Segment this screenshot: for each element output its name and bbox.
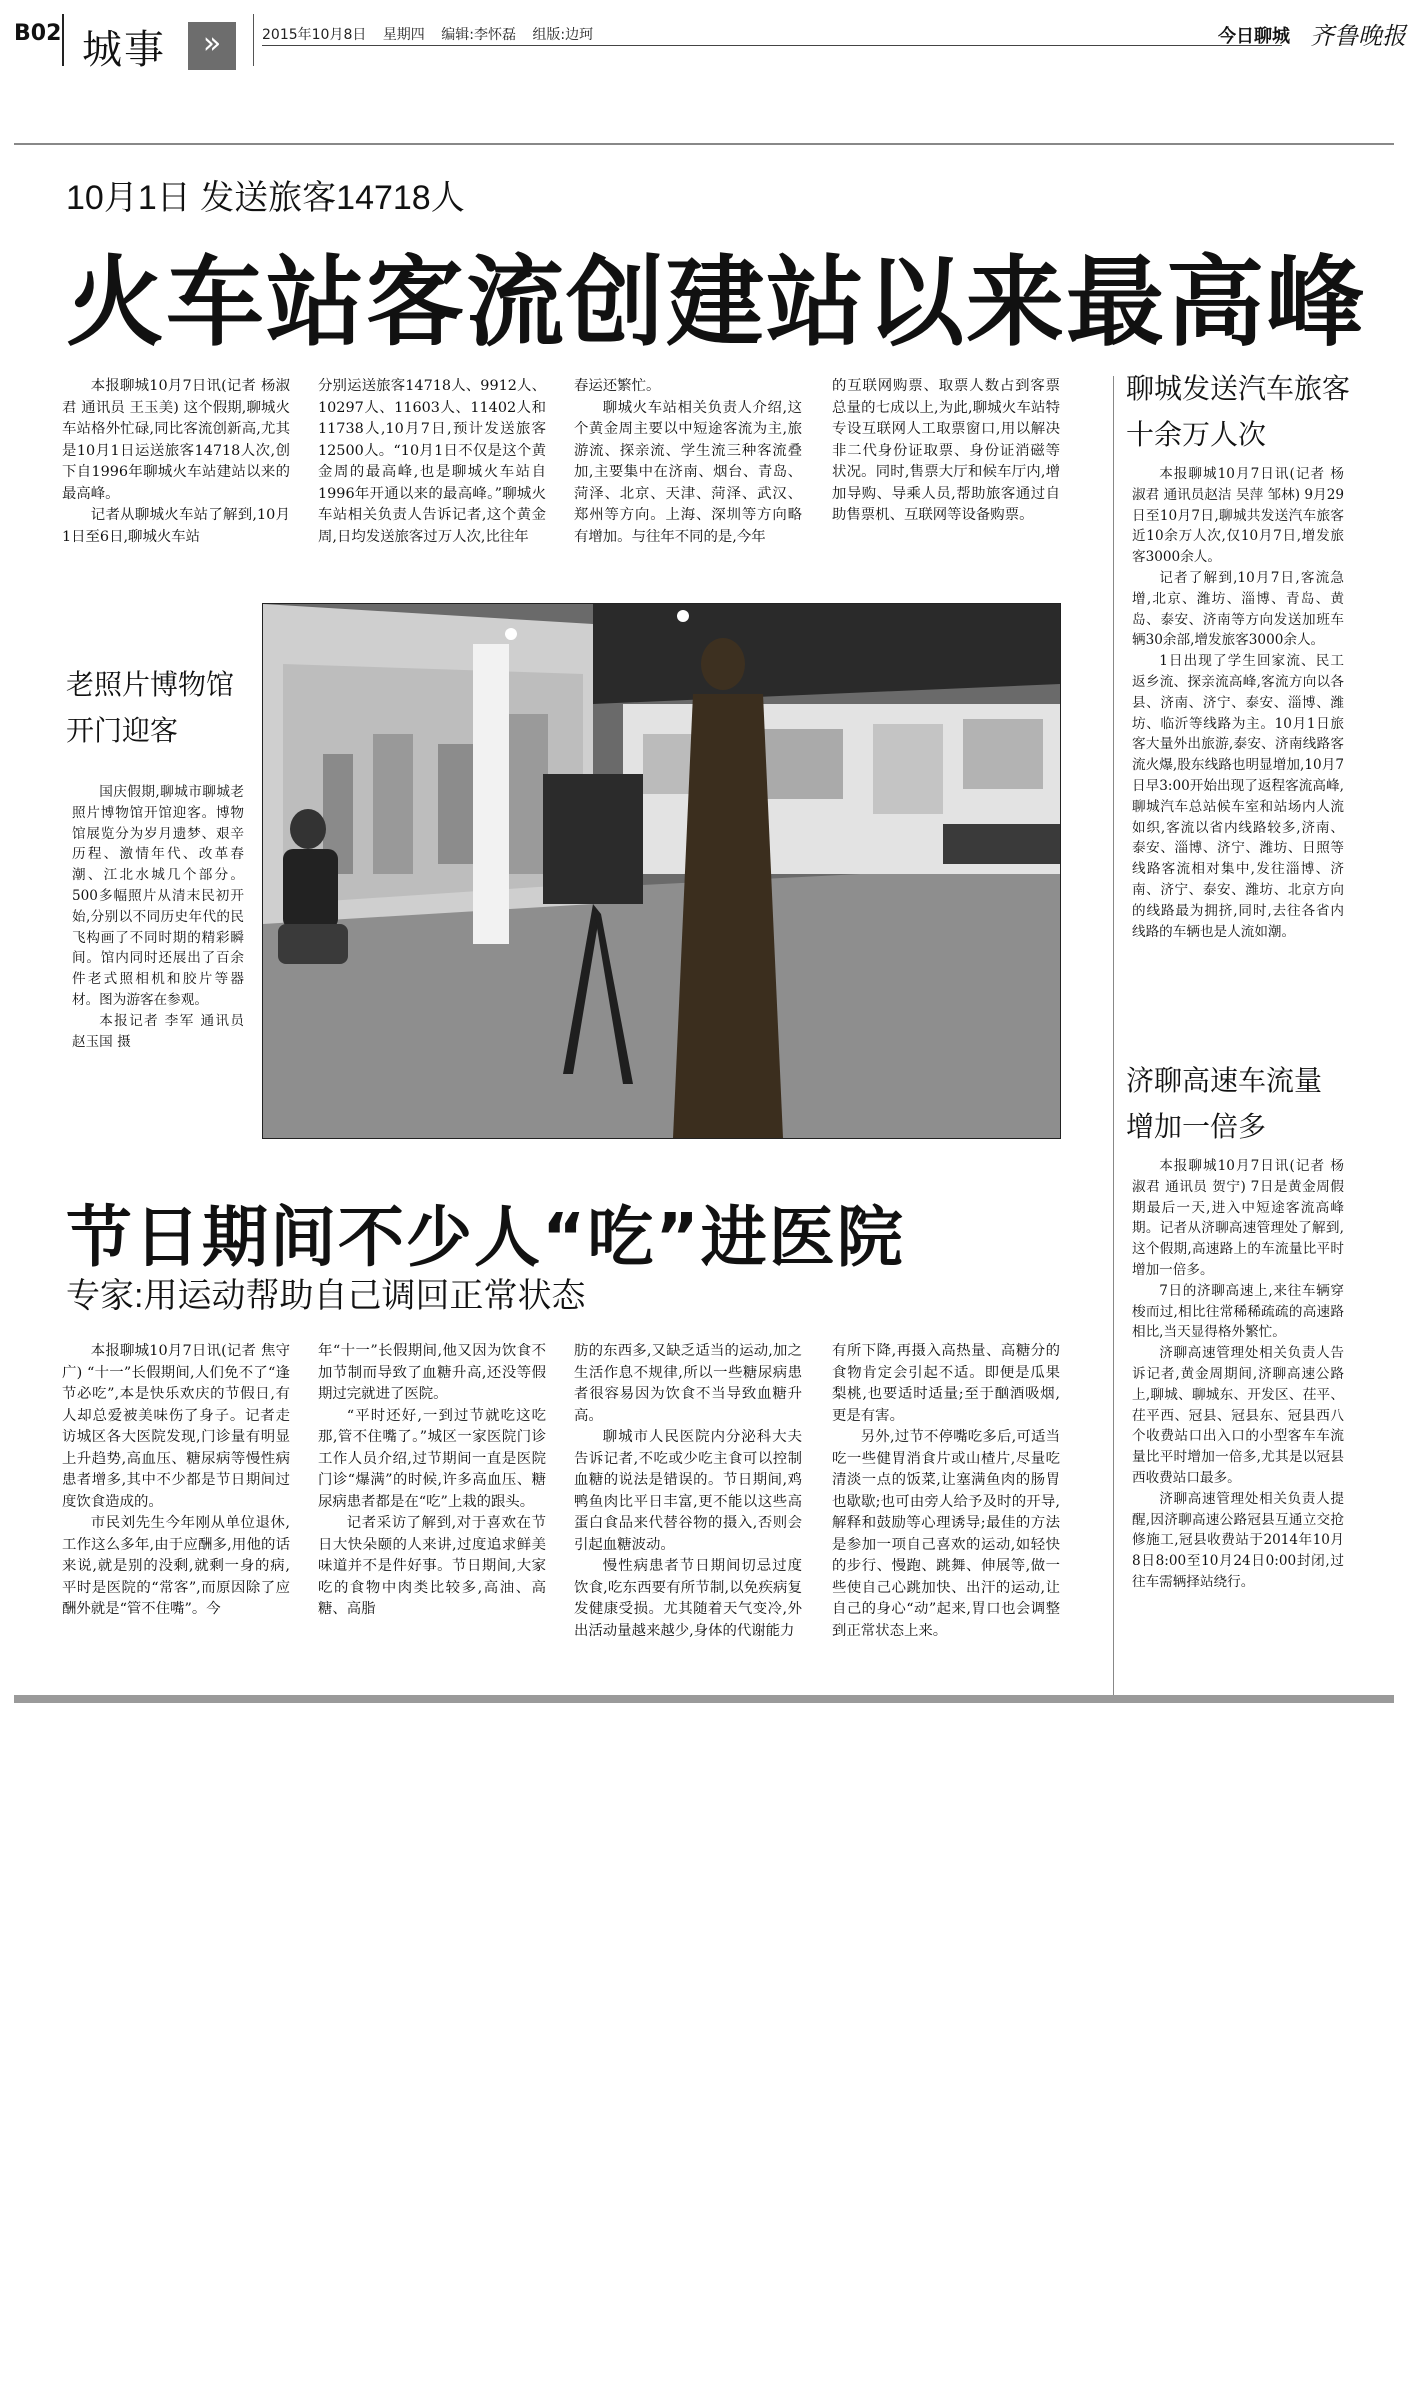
title-line: 十余万人次 — [1126, 419, 1267, 450]
photo-story-title — [66, 662, 256, 754]
header-divider-2 — [253, 14, 254, 66]
paragraph: 记者采访了解到,对于喜欢在节日大快朵颐的人来讲,过度追求鲜美味道并不是件好事。节日期间,大家吃的食物中肉类比较多,高油、高糖、高脂 — [318, 1515, 546, 1617]
photo-caption — [72, 782, 244, 1052]
paragraph: 国庆假期,聊城市聊城老照片博物馆开馆迎客。博物馆展览分为岁月遗梦、艰辛历程、激情年代、改革春潮、江北水城几个部分。500多幅照片从清末民初开始,分别以不同历史年代的民飞构画了不同时期的精彩瞬间。馆内同时还展出了百余件老式照相机和胶片等器材。图为游客在参观。 — [72, 784, 244, 1008]
paragraph: 分别运送旅客14718人、9912人、10297人、11603人、11402人和11738人,10月7日,预计发送旅客12500人。“10月1日不仅是这个黄金周的最高峰,也是聊城火车站自1996年开通以来的最高峰。”聊城火车站相关负责人告诉记者,这个黄金周,日均发送旅客过万人次,比往年 — [318, 378, 546, 545]
paragraph: 春运还繁忙。 — [574, 378, 661, 394]
side-story-2-body — [1132, 1156, 1344, 1593]
header-meta — [262, 24, 605, 44]
paragraph: 济聊高速管理处相关负责人告诉记者,黄金周期间,济聊高速公路上,聊城、聊城东、开发区、茌平、茌平西、冠县、冠县东、冠县西八个收费站口出入口的小型客车车流量比平时增加一倍多,尤其是以冠县西收费站口最多。 — [1132, 1345, 1344, 1486]
section-title: 城事 — [82, 27, 166, 73]
story1-column-4 — [832, 376, 1060, 527]
paragraph: 记者从聊城火车站了解到,10月1日至6日,聊城火车站 — [62, 507, 290, 545]
paragraph: 市民刘先生今年刚从单位退休,工作这么多年,由于应酬多,用他的话来说,就是别的没剩,就剩一身的病,平时是医院的“常客”,而原因除了应酬外就是“管不住嘴”。今 — [62, 1515, 290, 1617]
paragraph: 1日出现了学生回家流、民工返乡流、探亲流高峰,客流方向以各县、济南、济宁、泰安、淄博、潍坊、临沂等线路为主。10月1日旅客大量外出旅游,泰安、济南线路客流火爆,股东线路也明显增加,10月7日早3:00开始出现了返程客流高峰,聊城汽车总站候车室和站场内人流如织,客流以省内线路较多,济南、泰安、淄博、济宁、潍坊、日照等线路客流相对集中,发往淄博、济南、济宁、泰安、潍坊、北京方向的线路最为拥挤,同时,去往各省内线路的车辆也是人流如潮。 — [1132, 653, 1344, 940]
title-line: 济聊高速车流量 — [1126, 1065, 1323, 1096]
story2-subhead: 专家:用运动帮助自己调回正常状态 — [66, 1277, 586, 1315]
side-story-2-title — [1126, 1058, 1396, 1150]
paragraph: 本报聊城10月7日讯(记者 焦守广) “十一”长假期间,人们免不了“逢节必吃”,本是快乐欢庆的节假日,有人却总爱被美味伤了身子。记者走访城区各大医院发现,门诊量有明显上升趋势,高血压、糖尿病等慢性病患者增多,其中不少都是节日期间过度饮食造成的。 — [62, 1343, 290, 1510]
page-number: B02 — [14, 21, 62, 46]
photo-illustration — [263, 604, 1060, 1138]
paragraph: 本报聊城10月7日讯(记者 杨淑君 通讯员 王玉美) 这个假期,聊城火车站格外忙碌,同比客流创新高,尤其是10月1日运送旅客14718人次,创下自1996年聊城火车站建站以来的最高峰。 — [62, 378, 290, 502]
header-divider — [62, 14, 64, 66]
header-rule — [262, 45, 1282, 46]
supplement-brand: 今日聊城 — [1218, 26, 1290, 47]
paragraph: 慢性病患者节日期间切忌过度饮食,吃东西要有所节制,以免疾病复发健康受损。尤其随着天气变冷,外出活动量越来越少,身体的代谢能力 — [574, 1558, 802, 1639]
story1-kicker: 10月1日 发送旅客14718人 — [66, 179, 465, 217]
paragraph: 肪的东西多,又缺乏适当的运动,加之生活作息不规律,所以一些糖尿病患者很容易因为饮食不当导致血糖升高。 — [574, 1343, 802, 1424]
story1-column-3 — [574, 376, 802, 548]
bottom-rule — [14, 1695, 1394, 1703]
paragraph: 济聊高速管理处相关负责人提醒,因济聊高速公路冠县互通立交抢修施工,冠县收费站于2014年10月8日8:00至10月24日0:00封闭,过往车需辆择站绕行。 — [1132, 1490, 1344, 1590]
title-line: 老照片博物馆 — [66, 669, 235, 700]
paragraph: 本报聊城10月7日讯(记者 杨淑君 通讯员赵洁 吴萍 邹林) 9月29日至10月7日,聊城共发送汽车旅客近10余万人次,仅10月7日,增发旅客3000余人。 — [1132, 466, 1344, 566]
story2-column-1 — [62, 1341, 290, 1621]
title-line: 开门迎客 — [66, 715, 179, 746]
paragraph: 年“十一”长假期间,他又因为饮食不加节制而导致了血糖升高,还没等假期过完就进了医院。 — [318, 1343, 546, 1402]
newspaper-logo: 齐鲁晚报 — [1310, 22, 1406, 50]
paragraph: “平时还好,一到过节就吃这吃那,管不住嘴了。”城区一家医院门诊工作人员介绍,过节期间一直是医院门诊“爆满”的时候,许多高血压、糖尿病患者都是在“吃”上栽的跟头。 — [318, 1407, 546, 1510]
paragraph: 记者了解到,10月7日,客流急增,北京、潍坊、淄博、青岛、黄岛、泰安、济南等方向发送加班车辆30余部,增发旅客3000余人。 — [1132, 569, 1344, 649]
story2-column-2 — [318, 1341, 546, 1621]
issue-date: 2015年10月8日 — [262, 27, 367, 43]
column-divider — [1113, 376, 1114, 1701]
photo-credit: 本报记者 李军 通讯员 赵玉国 摄 — [72, 1012, 244, 1050]
paragraph: 的互联网购票、取票人数占到客票总量的七成以上,为此,聊城火车站特专设互联网人工取票窗口,用以解决非二代身份证取票、身份证消磁等状况。同时,售票大厅和候车厅内,增加导购、导乘人员,帮助旅客通过自助售票机、互联网等设备购票。 — [832, 378, 1060, 523]
side-story-1-title — [1126, 366, 1396, 458]
story1-column-2 — [318, 376, 546, 548]
editor-credit: 编辑:李怀磊 — [441, 27, 516, 43]
top-rule — [14, 143, 1394, 145]
story1-headline: 火车站客流创建站以来最高峰 — [66, 246, 1367, 360]
side-story-1-body — [1132, 464, 1344, 942]
story2-column-3 — [574, 1341, 802, 1642]
layout-credit: 组版:边珂 — [532, 27, 594, 43]
paragraph: 另外,过节不停嘴吃多后,可适当吃一些健胃消食片或山楂片,尽量吃清淡一点的饭菜,让塞满鱼肉的肠胃也歇歇;也可由旁人给予及时的开导,解释和鼓励等心理诱导;最佳的方法是参加一项自己喜欢的运动,如轻快的步行、慢跑、跳舞、伸展等,做一些使自己心跳加快、出汗的运动,让自己的身心“动”起来,胃口也会调整到正常状态上来。 — [832, 1429, 1060, 1639]
paragraph: 有所下降,再摄入高热量、高糖分的食物肯定会引起不适。即便是瓜果梨桃,也要适时适量;至于酗酒吸烟,更是有害。 — [832, 1343, 1060, 1424]
paragraph: 本报聊城10月7日讯(记者 杨淑君 通讯员 贺宁) 7日是黄金周假期最后一天,进入中短途客流高峰期。记者从济聊高速管理处了解到,这个假期,高速路上的车流量比平时增加一倍多。 — [1132, 1158, 1344, 1278]
section-arrow-icon: » — [188, 22, 236, 70]
paragraph: 7日的济聊高速上,来往车辆穿梭而过,相比往常稀稀疏疏的高速路相比,当天显得格外繁忙。 — [1132, 1282, 1344, 1341]
paragraph: 聊城市人民医院内分泌科大夫告诉记者,不吃或少吃主食可以控制血糖的说法是错误的。节日期间,鸡鸭鱼肉比平日丰富,更不能以这些高蛋白食品来代替谷物的摄入,否则会引起血糖波动。 — [574, 1429, 802, 1553]
issue-weekday: 星期四 — [382, 27, 425, 43]
story2-headline: 节日期间不少人“吃”进医院 — [66, 1199, 905, 1276]
museum-photo — [262, 603, 1061, 1139]
story1-column-1 — [62, 376, 290, 548]
story2-column-4 — [832, 1341, 1060, 1642]
title-line: 聊城发送汽车旅客 — [1126, 373, 1351, 404]
title-line: 增加一倍多 — [1126, 1111, 1267, 1142]
paragraph: 聊城火车站相关负责人介绍,这个黄金周主要以中短途客流为主,旅游流、探亲流、学生流三种客流叠加,主要集中在济南、烟台、青岛、菏泽、北京、天津、菏泽、武汉、郑州等方向。上海、深圳等方向略有增加。与往年不同的是,今年 — [574, 399, 802, 545]
